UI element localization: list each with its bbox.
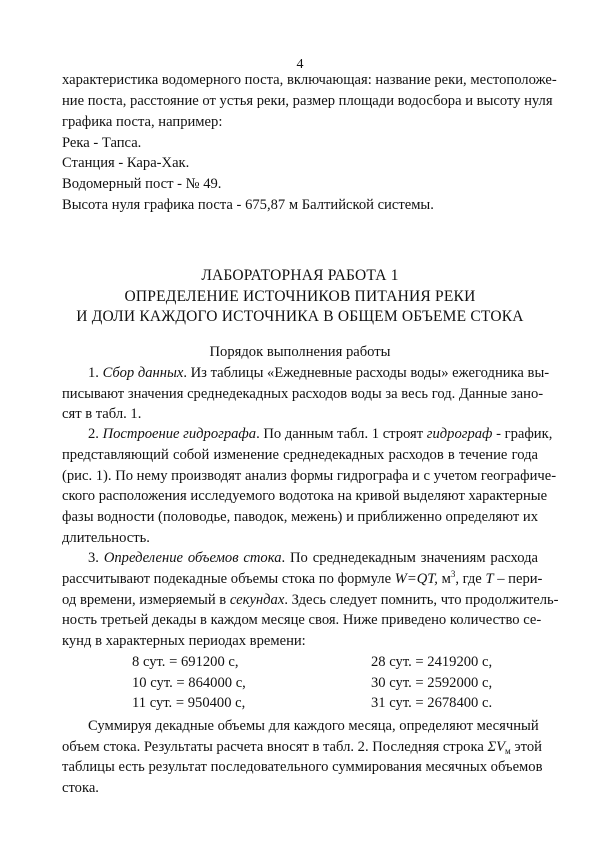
step3-number: 3. — [88, 550, 104, 566]
sigma-subscript: м — [505, 746, 511, 756]
step3-text-d: од времени, измеряемый в — [62, 592, 230, 608]
summary-line-1: Суммируя декадные объемы для каждого месяца, определяют месячный — [88, 718, 539, 734]
step3-line-1 — [88, 548, 538, 568]
step2-line-3: (рис. 1). По нему производят анализ формы гидрографа и с учетом географиче- — [62, 468, 557, 484]
summary-line-4: стока. — [62, 780, 99, 796]
seconds-left-3: 11 сут. = 950400 с, — [132, 695, 246, 711]
step1-number: 1. — [88, 365, 103, 381]
step1-title: Сбор данных — [102, 365, 184, 381]
seconds-right-1: 28 сут. = 2419200 с, — [371, 654, 493, 670]
step2-text: . По данным табл. 1 строят — [256, 426, 427, 442]
step1-line-1 — [88, 363, 550, 383]
step2-title: Построение гидрографа — [102, 426, 257, 442]
intro-river: Река - Тапса. — [62, 135, 142, 151]
step2-line-4: ского расположения исследуемого водотока на кривой выделяют характерные — [62, 488, 548, 504]
unit-exponent: 3 — [450, 569, 456, 579]
page-number: 4 — [296, 57, 304, 72]
seconds-right-2: 30 сут. = 2592000 с, — [371, 675, 493, 691]
step3-text-c: – пери- — [493, 571, 543, 587]
step2-line-2: представляющий собой изменение среднедекадных расходов в течение года — [62, 447, 538, 463]
step3-line-4: ность третьей декады в каждом месяце своя. Ниже приведено количество се- — [62, 612, 542, 628]
step3-line-2 — [62, 569, 543, 589]
intro-height: Высота нуля графика поста - 675,87 м Балтийской системы. — [62, 197, 434, 213]
intro-line-2: ние поста, расстояние от устья реки, размер площади водосбора и высоту нуля — [62, 93, 553, 109]
step2-number: 2. — [88, 426, 103, 442]
lab-title-line-2: ОПРЕДЕЛЕНИЕ ИСТОЧНИКОВ ПИТАНИЯ РЕКИ — [124, 288, 476, 305]
intro-line-1: характеристика водомерного поста, включающая: название реки, местоположе- — [62, 72, 557, 88]
step1-line-3: сят в табл. 1. — [62, 406, 142, 422]
step2-line-5: фазы водности (половодье, паводок, межень) и приближенно определяют их — [62, 509, 538, 525]
step1-text: . Из таблицы «Ежедневные расходы воды» ежегодника вы- — [183, 365, 550, 381]
seconds-left-1: 8 сут. = 691200 с, — [132, 654, 239, 670]
seconds-left-2: 10 сут. = 864000 с, — [132, 675, 246, 691]
intro-post: Водомерный пост - № 49. — [62, 176, 222, 192]
step2-text-end: - график, — [492, 426, 553, 442]
step2-term: гидрограф — [426, 426, 493, 442]
procedure-heading: Порядок выполнения работы — [209, 344, 391, 360]
sigma-symbol: ΣV — [487, 739, 506, 755]
step2-line-1 — [88, 424, 553, 444]
step3-title: Определение объемов стока — [103, 550, 282, 566]
summary-text-a: объем стока. Результаты расчета вносят в табл. 2. Последняя строка — [62, 739, 488, 755]
seconds-term: секундах — [229, 592, 285, 608]
step3-text-b: , где — [455, 571, 486, 587]
summary-line-3: таблицы есть результат последовательного суммирования месячных объемов — [62, 759, 543, 775]
step2-line-6: длительность. — [62, 530, 150, 546]
seconds-right-3: 31 сут. = 2678400 с. — [371, 695, 493, 711]
intro-station: Станция - Кара-Хак. — [62, 155, 190, 171]
step3-text: . По среднедекадным значениям расхода — [281, 550, 538, 566]
step3-line-5: кунд в характерных периодах времени: — [62, 633, 306, 649]
time-symbol: T — [485, 571, 494, 587]
summary-line-2 — [62, 737, 542, 757]
summary-text-b: этой — [510, 739, 542, 755]
step1-line-2: писывают значения среднедекадных расходов воды за весь год. Данные зано- — [62, 386, 544, 402]
lab-title-line-1: ЛАБОРАТОРНАЯ РАБОТА 1 — [201, 267, 399, 284]
step3-line-3 — [62, 590, 559, 610]
step3-text-e: . Здесь следует помнить, что продолжитель- — [284, 592, 559, 608]
lab-title-line-3: И ДОЛИ КАЖДОГО ИСТОЧНИКА В ОБЩЕМ ОБЪЕМЕ СТОКА — [76, 308, 524, 325]
step3-text-a: рассчитывают подекадные объемы стока по формуле — [62, 571, 395, 587]
volume-formula: W=QT, — [394, 571, 438, 587]
formula-unit: м — [437, 571, 451, 587]
intro-line-3: графика поста, например: — [62, 114, 223, 130]
